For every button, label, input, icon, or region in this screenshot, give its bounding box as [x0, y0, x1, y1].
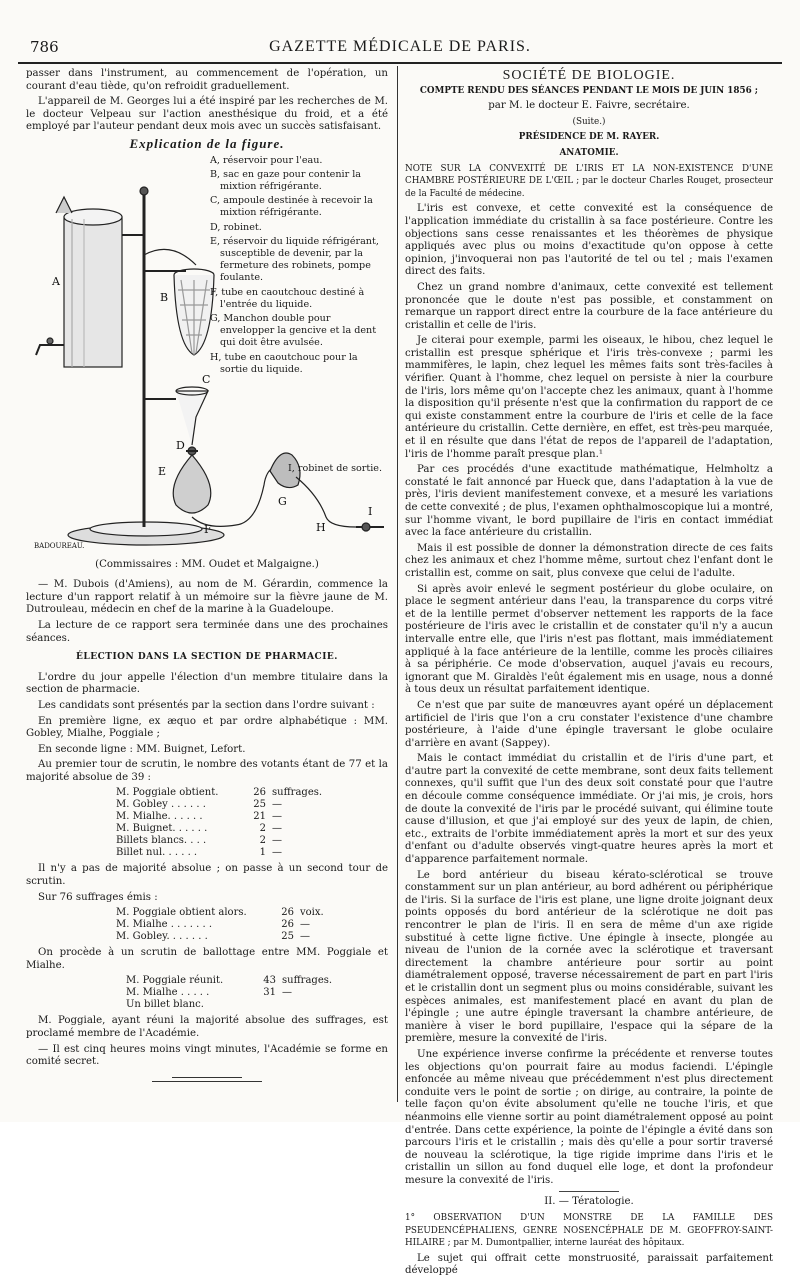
paragraph: En première ligne, ex æquo et par ordre alphabétique : MM. Gobley, Mialhe, Poggiale ;	[26, 715, 388, 740]
divider	[559, 1191, 619, 1192]
observation-title: 1° OBSERVATION D'UN MONSTRE DE LA FAMILLE DES PSEUDENCÉPHALIENS, GENRE NOSENCÉPHALE DE M. GEOFFROY-SAINT-HILAIRE ; par M. Dumontpallier, interne lauréat des hôpitaux.	[405, 1213, 773, 1249]
legend-item: C, ampoule destinée à recevoir la mixtion réfrigérante.	[210, 195, 373, 219]
paragraph: L'appareil de M. Georges lui a été inspiré par les recherches de M. le docteur Velpeau sur l'action anesthésique du froid, et a été employé par l'auteur pendant deux mois avec un succès satisfaisant.	[26, 96, 388, 133]
paragraph: En seconde ligne : MM. Buignet, Lefort.	[38, 743, 246, 755]
paragraph: — M. Dubois (d'Amiens), au nom de M. Gérardin, commence la lecture d'un rapport relatif à un mémoire sur la fièvre jaune de M. Dutrouleau, médecin en chef de la marine à la Guadeloupe.	[26, 579, 388, 616]
paragraph: Une expérience inverse confirme la précédente et renverse toutes les objections qu'on pourrait faire au modus faciendi. L'épingle enfoncée au même niveau que précédemment n'est plus directement conduite vers le point de sortie ; on dirige, au contraire, la pointe de telle façon qu'on évite absolument qu'elle ne touche l'iris, et que néanmoins elle vienne sortir au point diamétralement opposé au point d'entrée. Dans cette expérience, la pointe de l'épingle a évité dans son parcours l'iris et le cristallin ; mais dès qu'elle a pour sortir traversé de nouveau la sclérotique, la tige rigide imprime dans l'iris et le cristallin un sillon au fond duquel elle loge, et dont la profondeur mesure la convexité de l'iris.	[405, 1048, 773, 1186]
secretary-line: par M. le docteur E. Faivre, secrétaire.	[488, 100, 690, 112]
paragraph: Mais il est possible de donner la démonstration directe de ces faits chez les animaux et chez l'homme même, surtout chez l'enfant dont le cristallin est, comme on sait, plus convexe que celui de l'adulte.	[405, 542, 773, 579]
vote-row: Billets blancs. . . . 2 —	[116, 835, 282, 847]
paragraph: Au premier tour de scrutin, le nombre des votants étant de 77 et la majorité absolue de 39 :	[26, 759, 388, 783]
paragraph: Sur 76 suffrages émis :	[38, 891, 158, 903]
paragraph: M. Poggiale, ayant réuni la majorité absolue des suffrages, est proclamé membre de l'Académie.	[26, 1015, 388, 1040]
vote-row: M. Mialhe . . . . . . . 26 —	[116, 919, 310, 931]
vote-row: M. Mialhe . . . . . 31 —	[126, 987, 292, 999]
vote-table-2	[116, 907, 388, 943]
end-rule	[172, 1077, 242, 1078]
section-heading: ÉLECTION DANS LA SECTION DE PHARMACIE.	[76, 652, 338, 663]
vote-row: M. Poggiale réunit. 43 suffrages.	[126, 975, 333, 987]
label-h: H	[316, 520, 326, 534]
vote-row: Billet nul. . . . . . 1 —	[116, 847, 282, 859]
engraver-signature: BADOUREAU.	[34, 541, 85, 550]
paragraph: Ce n'est que par suite de manœuvres ayant opéré un déplacement artificiel de l'iris que l'on a cru constater l'existence d'une chambre postérieure, à l'aide d'une épingle traversant le globe oculaire d'arrière en avant (Sappey).	[405, 699, 773, 749]
paragraph: Je citerai pour exemple, parmi les oiseaux, le hibou, chez lequel le cristallin est presque sphérique et l'iris très-convexe ; parmi les mammifères, le lapin, chez lequel les mêmes faits sont très-faciles à vérifier. Quant à l'homme, chez lequel on persiste à nier la courbure de l'iris, lors même qu'on l'accepte chez les animaux, quant à l'homme la disposition qu'il présente n'est que la confirmation du rapport de ce qui existe constamment entre la courbure de l'iris et celle de la face antérieure du cristallin. Cette dernière, en effet, est très-peu marquée, et il en résulte que dans l'état de repos de l'appareil de l'adaptation, l'iris de l'homme paraît presque plan.¹	[405, 335, 773, 460]
label-c: C	[202, 372, 211, 386]
figure	[26, 155, 388, 553]
vote-row: M. Gobley . . . . . . 25 —	[116, 799, 282, 811]
paragraph: Mais le contact immédiat du cristallin et de l'iris d'une part, et d'autre part la convexité de cette membrane, sont deux faits tellement connexes, qu'il suffit que l'un des deux soit constaté pour que l'autre en découle comme conséquence immédiate. Or j'ai mis, je crois, hors de doute la convexité de l'iris par le procédé suivant, qui élimine toute cause d'illusion, et que j'ai employé sur des yeux de lapin, de chien, etc., extraits de l'orbite immédiatement après la mort et sur des yeux d'enfant ou d'adulte observés vingt-quatre heures après la mort et d'apparence parfaitement normale.	[405, 753, 773, 866]
vote-table-1	[116, 787, 388, 859]
vote-row: M. Poggiale obtient. 26 suffrages.	[116, 787, 323, 799]
right-column	[405, 68, 773, 1277]
column-divider	[397, 66, 398, 1102]
vote-table-3	[126, 975, 388, 1011]
legend-item-last: I, robinet de sortie.	[288, 462, 383, 474]
legend-item: F, tube en caoutchouc destiné à l'entrée du liquide.	[210, 286, 365, 310]
label-a: A	[52, 274, 60, 288]
label-b: B	[160, 290, 169, 304]
legend-item: H, tube en caoutchouc pour la sortie du liquide.	[210, 351, 358, 375]
paragraph: L'ordre du jour appelle l'élection d'un membre titulaire dans la section de pharmacie.	[26, 671, 388, 696]
paragraph: Chez un grand nombre d'animaux, cette convexité est tellement prononcée que le doute n'est pas possible, et constamment on remarque un rapport direct entre la courbure de la face antérieure du cristallin et celle de l'iris.	[405, 281, 773, 331]
paragraph: Le sujet qui offrait cette monstruosité, paraissait parfaitement développé	[405, 1252, 773, 1277]
left-column	[26, 68, 388, 1102]
figure-title: Explication de la figure.	[129, 135, 285, 151]
legend-item: A, réservoir pour l'eau.	[210, 154, 323, 166]
compte-rendu: COMPTE RENDU DES SÉANCES PENDANT LE MOIS DE JUIN 1856 ;	[419, 85, 759, 96]
note-title: NOTE SUR LA CONVEXITÉ DE L'IRIS ET LA NON-EXISTENCE D'UNE CHAMBRE POSTÉRIEURE DE L'ŒIL ; par le docteur Charles Rouget, prosecteur de la Faculté de médecine.	[405, 163, 773, 199]
vote-row: Un billet blanc.	[126, 999, 204, 1011]
figure-legend	[210, 154, 386, 474]
legend-item: D, robinet.	[210, 221, 262, 233]
suite-label: (Suite.)	[572, 116, 606, 127]
label-e: E	[158, 464, 167, 478]
label-f: F	[204, 522, 212, 536]
paragraph: Par ces procédés d'une exactitude mathématique, Helmholtz a constaté le fait annoncé par Hueck que, dans l'adaptation à la vue de près, l'iris devient manifestement convexe, et a mesuré les variations de cette convexité ; de plus, l'examen ophthalmoscopique lui a montré, sur l'homme vivant, le bord pupillaire de l'iris en contact immédiat avec la face antérieure du cristallin.	[405, 464, 773, 539]
end-rule	[152, 1081, 262, 1082]
paragraph: Le bord antérieur du biseau kérato-sclérotical se trouve constamment sur un plan antérieur, au bord adhérent ou périphérique de l'iris. Si la surface de l'iris est plane, une ligne droite joignant deux points opposés du bord antérieur de la sclérotique ne doit pas rencontrer le plan de l'iris. Il en sera de même d'un axe rigide substitué à cette ligne fictive. Une épingle à insecte, plongée au niveau de l'union de la cornée avec la sclérotique et traversant directement la chambre antérieure pour sortir au point diamétralement opposé, traverse nécessairement de part en part l'iris et le cristallin dont un segment plus ou moins considérable, suivant les espèces animales, est manifestement placé en avant du plan de l'épingle ; une autre épingle traversant la chambre antérieure, de manière à viser le bord pupillaire, l'espace qui la sépare de la première, mesure la convexité de l'iris.	[405, 869, 773, 1045]
legend-item: B, sac en gaze pour contenir la mixtion réfrigérante.	[210, 168, 362, 192]
paragraph: Il n'y a pas de majorité absolue ; on passe à un second tour de scrutin.	[26, 863, 388, 888]
paragraph: On procède à un scrutin de ballottage entre MM. Poggiale et Mialhe.	[26, 947, 388, 971]
paragraph: Les candidats sont présentés par la section dans l'ordre suivant :	[38, 699, 375, 711]
vote-row: M. Mialhe. . . . . . 21 —	[116, 811, 282, 823]
label-d: D	[176, 438, 185, 452]
paragraph: — Il est cinq heures moins vingt minutes, l'Académie se forme en comité secret.	[26, 1043, 388, 1068]
paragraph: L'iris est convexe, et cette convexité est la conséquence de l'application immédiate du cristallin à sa face postérieure. Contre les objections sans cesse renaissantes et les théorèmes de physique appliqués avec plus ou moins d'exactitude qu'on oppose à cette opinion, j'invoquerai non pas l'autorité de tel ou tel ; mais l'examen direct des faits.	[405, 203, 773, 278]
label-g: G	[278, 494, 287, 508]
figure-caption: (Commissaires : MM. Oudet et Malgaigne.)	[95, 558, 319, 570]
section-anatomie: ANATOMIE.	[559, 147, 619, 158]
vote-row: M. Gobley. . . . . . . 25 —	[116, 931, 310, 943]
paragraph: La lecture de ce rapport sera terminée dans une des prochaines séances.	[26, 619, 388, 644]
page-header	[18, 32, 782, 58]
legend-item: E, réservoir du liquide réfrigérant, susceptible de devenir, par la fermeture des robinets, pompe foulante.	[210, 235, 379, 284]
paragraph: Si après avoir enlevé le segment postérieur du globe oculaire, on place le segment antérieur dans l'eau, la transparence du corps vitré et de la lentille permet d'observer nettement les rapports de la face postérieure de l'iris avec le cristallin et de constater qu'il n'y a aucun intervalle entre elle, que l'iris n'est pas flottant, mais immédiatement appliqué à la face antérieure de la lentille, comme les procès ciliaires à sa périphérie. Ce mode d'observation, auquel j'avais eu recours, ignorant que M. Giraldès l'eût également mis en usage, nous a donné à tous deux un résultat parfaitement identique.	[405, 583, 773, 696]
journal-title: GAZETTE MÉDICALE DE PARIS.	[269, 38, 531, 55]
presidence: PRÉSIDENCE DE M. RAYER.	[518, 132, 660, 143]
label-i: I	[368, 504, 373, 518]
page-number: 786	[30, 38, 59, 56]
society-title: SOCIÉTÉ DE BIOLOGIE.	[502, 68, 676, 83]
vote-row: M. Buignet. . . . . . 2 —	[116, 823, 282, 835]
legend-item: G, Manchon double pour envelopper la gencive et la dent qui doit être avulsée.	[210, 313, 377, 349]
header-rule	[18, 62, 782, 64]
vote-row: M. Poggiale obtient alors. 26 voix.	[116, 907, 324, 919]
section-teratologie: II. — Tératologie.	[544, 1196, 634, 1208]
paragraph: passer dans l'instrument, au commencement de l'opération, un courant d'eau tiède, qu'on refroidit graduellement.	[26, 68, 388, 92]
